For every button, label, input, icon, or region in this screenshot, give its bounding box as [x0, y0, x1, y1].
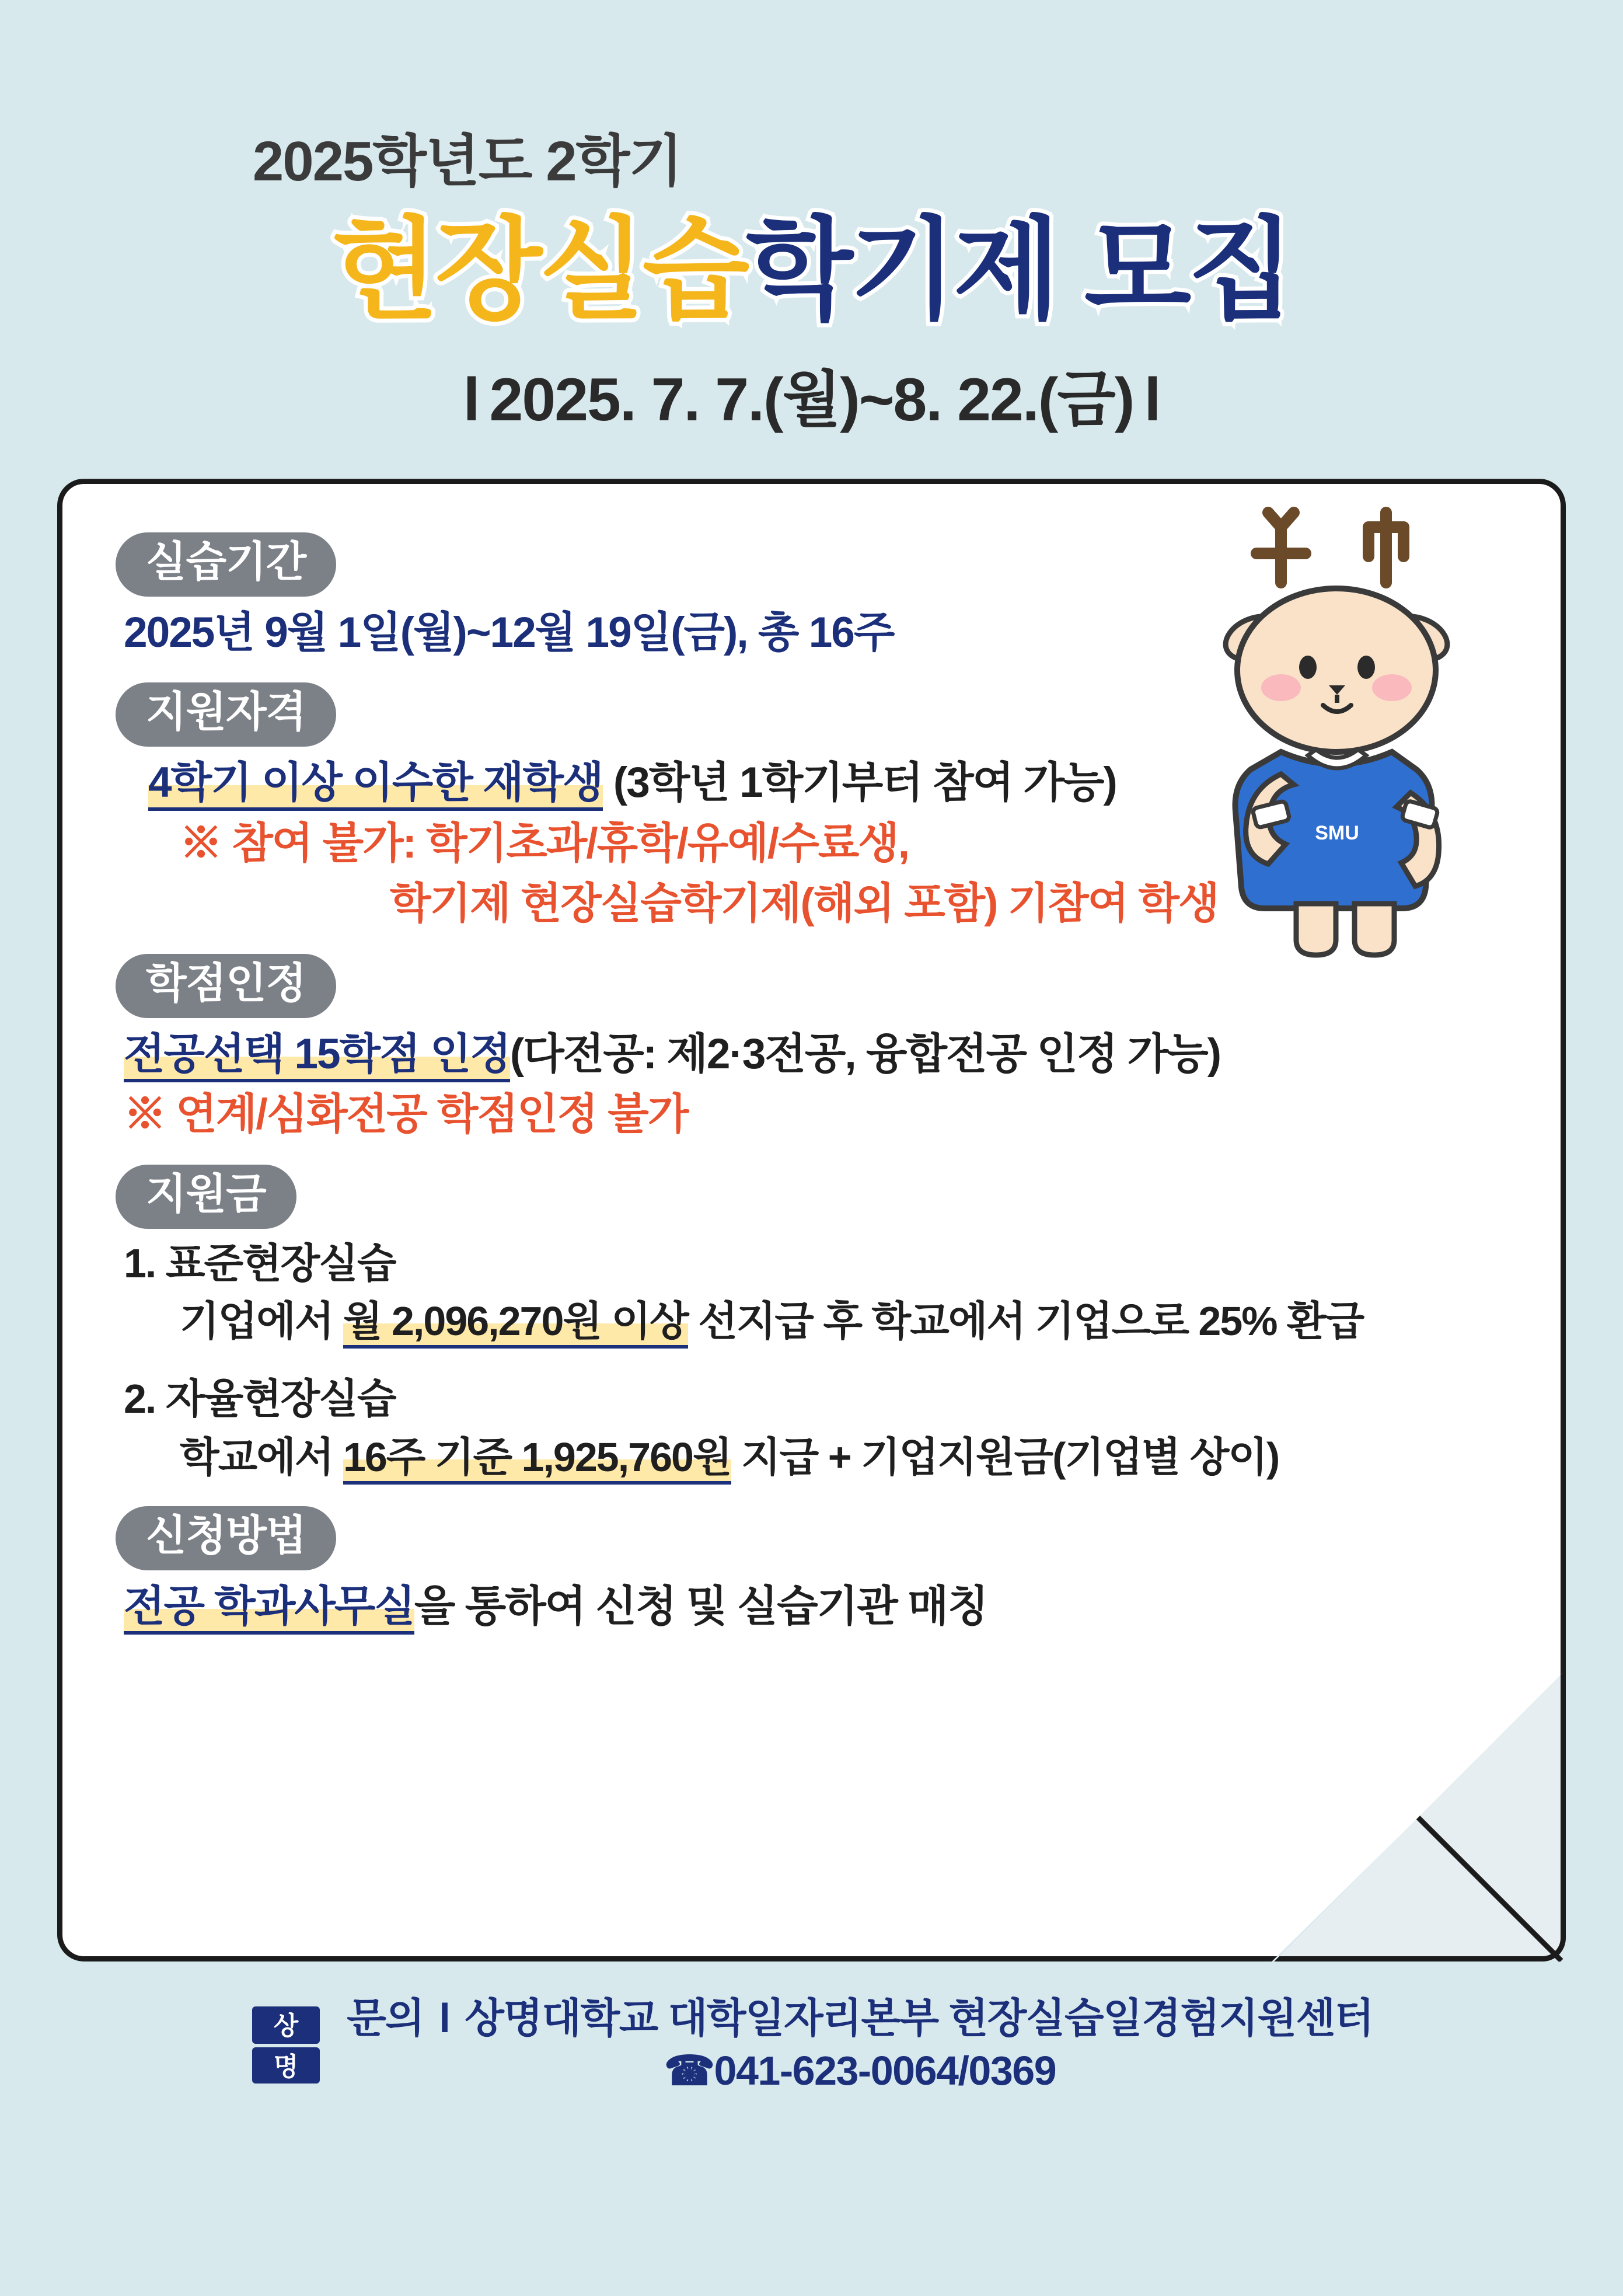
support-item-2-title: 2. 자율현장실습 — [124, 1376, 396, 1422]
support-item-1-highlight: 월 2,096,270원 이상 — [343, 1298, 688, 1349]
title-highlight-navy: 학기제 모집 — [746, 208, 1292, 332]
support-item-2-post: 지급 + 기업지원금(기업별 상이) — [731, 1434, 1279, 1480]
deer-mascot — [1193, 501, 1520, 991]
smu-logo-icon — [250, 2004, 322, 2086]
how-to-apply-text — [116, 1576, 1507, 1637]
footer-phone-line — [347, 2044, 1373, 2098]
credits-highlight: 전공선택 15학점 인정 — [124, 1030, 510, 1082]
header-eyebrow: 2025학년도 2학기 — [252, 130, 682, 193]
footer-contact — [347, 1993, 1373, 2098]
period-text: 2025. 7. 7.(월)~8. 22.(금) — [489, 366, 1134, 434]
label-how-to-apply: 신청방법 — [116, 1506, 336, 1570]
label-eligibility: 지원자격 — [116, 682, 336, 747]
section-how-to-apply — [116, 1506, 1507, 1570]
svg-text:명: 명 — [273, 2053, 299, 2082]
support-item-2-highlight: 16주 기준 1,925,760원 — [343, 1434, 731, 1485]
info-card — [57, 479, 1566, 1961]
label-practice-period: 실습기간 — [116, 532, 336, 597]
poster-footer — [57, 1993, 1566, 2098]
svg-text:상: 상 — [273, 2012, 299, 2041]
support-item-1-pre: 기업에서 — [180, 1298, 343, 1344]
title-highlight-yellow: 현장실습 — [331, 208, 746, 332]
credits-main — [116, 1024, 1507, 1085]
footer-separator: l — [439, 1995, 450, 2041]
page-title — [0, 208, 1623, 332]
spacer — [116, 1350, 1507, 1370]
eligibility-rest: (3학년 1학기부터 참여 가능) — [602, 759, 1116, 807]
how-to-apply-highlight: 전공 학과사무실 — [124, 1583, 414, 1635]
period-bar-left: l — [463, 366, 479, 434]
support-item-1-detail — [116, 1292, 1507, 1350]
eligibility-note-2: 학기제 현장실습학기제(해외 포함) 기참여 학생 — [390, 880, 1219, 928]
mascot-shirt-text: SMU — [1315, 822, 1359, 845]
eligibility-note-1: ※ 참여 불가: 학기초과/휴학/유예/수료생, — [180, 819, 909, 867]
credits-note: ※ 연계/심화전공 학점인정 불가 — [124, 1090, 688, 1138]
support-item-1-post: 선지급 후 학교에서 기업으로 25% 환급 — [687, 1298, 1364, 1344]
poster-header — [0, 0, 1623, 438]
section-support — [116, 1165, 1507, 1229]
footer-phone: 041-623-0064/0369 — [714, 2047, 1056, 2093]
spacer — [116, 1486, 1507, 1506]
recruit-period — [0, 350, 1623, 438]
phone-icon: ☎ — [664, 2047, 714, 2093]
practice-period-text: 2025년 9월 1일(월)~12월 19일(금), 총 16주 — [124, 608, 894, 656]
eligibility-highlight: 4학기 이상 이수한 재학생 — [148, 759, 603, 811]
label-credits: 학점인정 — [116, 954, 336, 1018]
footer-org: 상명대학교 대학일자리본부 현장실습일경험지원센터 — [465, 1995, 1373, 2041]
spacer — [116, 1145, 1507, 1165]
support-item-2-detail — [116, 1429, 1507, 1486]
credits-rest: (다전공: 제2·3전공, 융합전공 인정 가능) — [509, 1030, 1221, 1078]
how-to-apply-rest: 을 통하여 신청 및 실습기관 매칭 — [414, 1582, 988, 1630]
support-item-2-pre: 학교에서 — [180, 1434, 343, 1480]
period-bar-right: l — [1144, 366, 1160, 434]
support-item-1-title: 1. 표준현장실습 — [124, 1240, 396, 1286]
footer-org-line — [347, 1993, 1373, 2044]
label-support: 지원금 — [116, 1165, 296, 1229]
footer-inquiry-label: 문의 — [347, 1995, 424, 2041]
